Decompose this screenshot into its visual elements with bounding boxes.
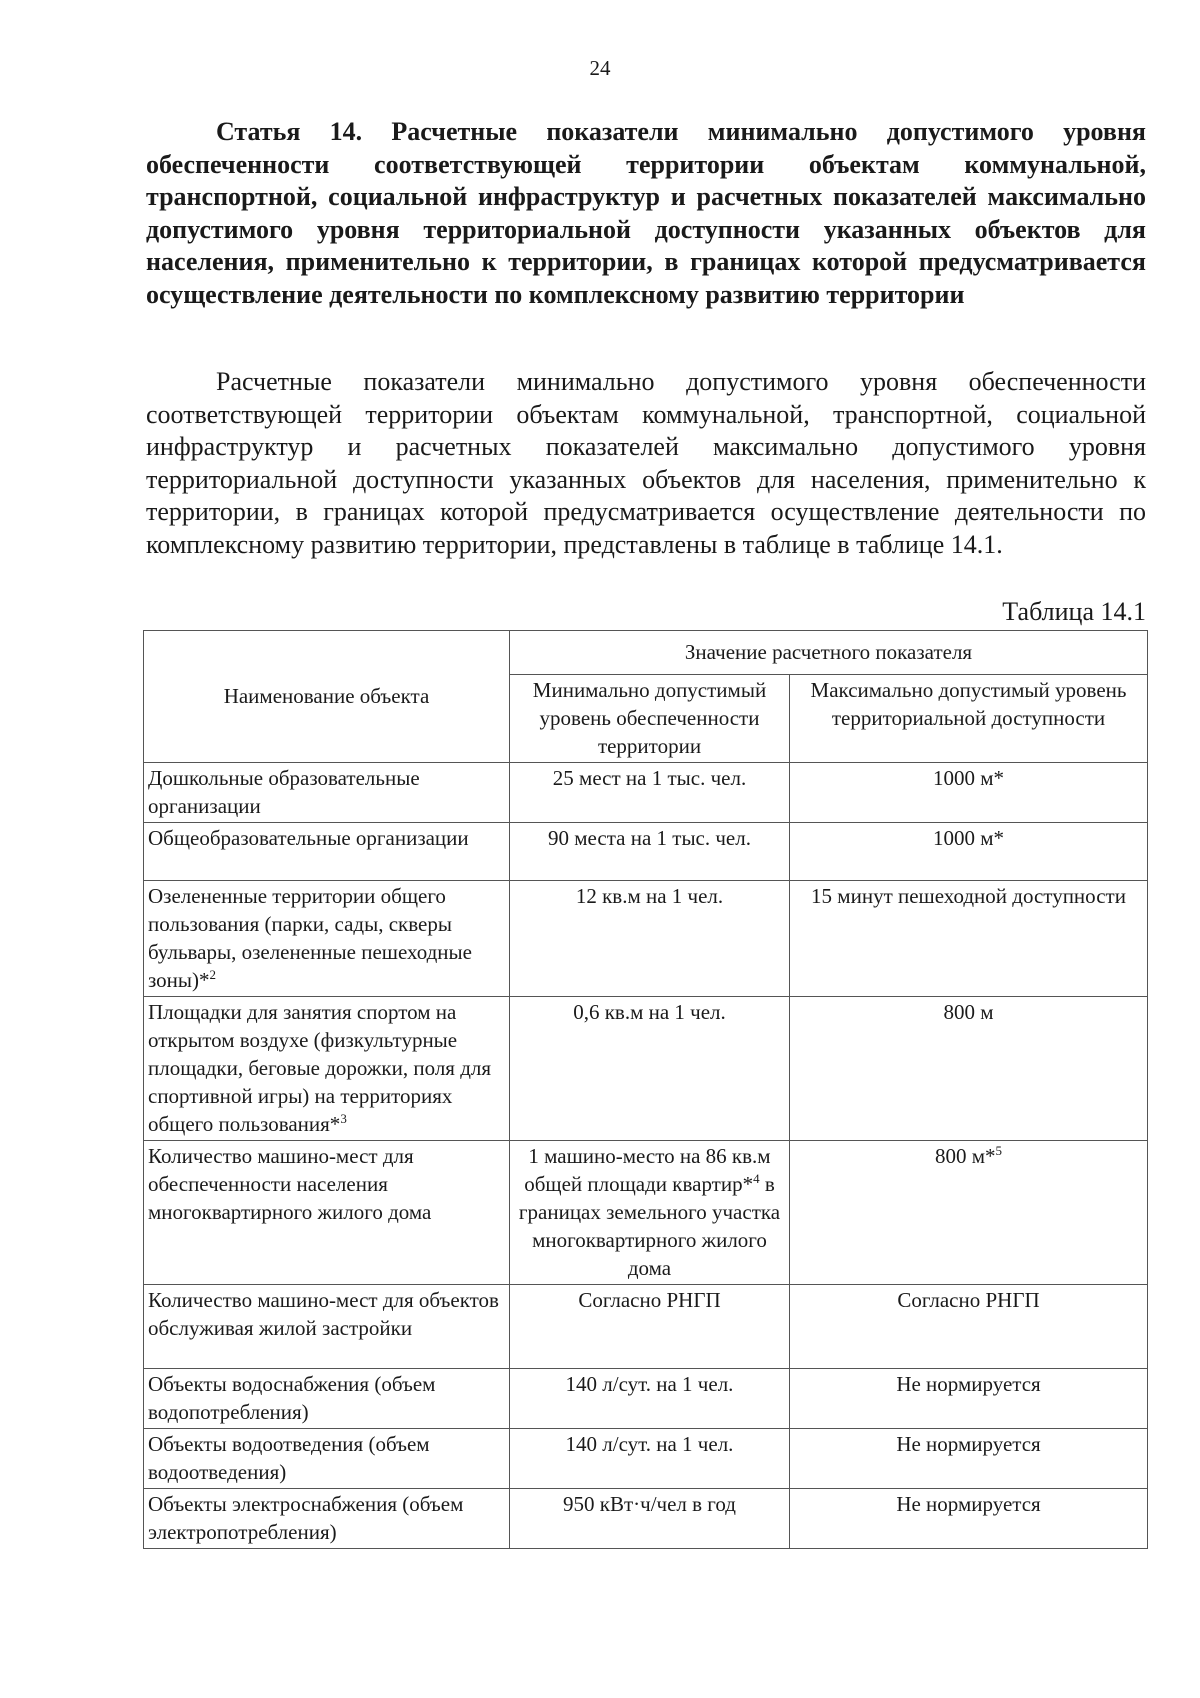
- row-max-value: [790, 1141, 1148, 1285]
- table-caption: Таблица 14.1: [1002, 597, 1146, 626]
- row-min-value: 950 кВт·ч/чел в год: [510, 1489, 790, 1549]
- row-name: Объекты электроснабжения (объем электропотребления): [144, 1489, 510, 1549]
- row-max-value: Не нормируется: [790, 1429, 1148, 1489]
- footnote-mark: 3: [340, 1111, 347, 1126]
- column-group-header: Значение расчетного показателя: [510, 631, 1148, 675]
- row-min-value: 140 л/сут. на 1 чел.: [510, 1429, 790, 1489]
- row-min-value: 90 места на 1 тыс. чел.: [510, 823, 790, 881]
- row-min-value: [510, 1141, 790, 1285]
- table-row: [144, 1369, 1148, 1429]
- row-name: Количество машино-мест для обеспеченности населения многоквартирного жилого дома: [144, 1141, 510, 1285]
- row-min-value: 0,6 кв.м на 1 чел.: [510, 997, 790, 1141]
- row-name-text: Озелененные территории общего пользования (парки, сады, скверы бульвары, озелененные пешеходные зоны)*: [148, 884, 472, 992]
- row-name: Объекты водоснабжения (объем водопотребления): [144, 1369, 510, 1429]
- page-number: 24: [589, 56, 611, 80]
- table-row: [144, 823, 1148, 881]
- row-max-value: 15 минут пешеходной доступности: [790, 881, 1148, 997]
- column-header-name: Наименование объекта: [144, 631, 510, 763]
- row-name: Дошкольные образовательные организации: [144, 763, 510, 823]
- table-row: [144, 1285, 1148, 1369]
- row-max-value: 1000 м*: [790, 823, 1148, 881]
- row-name: [144, 881, 510, 997]
- row-name-text: Площадки для занятия спортом на открытом воздухе (физкультурные площадки, беговые дорожки, поля для спортивной игры) на территориях общего пользования*: [148, 1000, 492, 1136]
- footnote-mark: 4: [753, 1171, 760, 1186]
- row-min-value: 25 мест на 1 тыс. чел.: [510, 763, 790, 823]
- column-header-min: Минимально допустимый уровень обеспеченности территории: [510, 675, 790, 763]
- indicators-table: [143, 630, 1148, 1549]
- table-row: [144, 881, 1148, 997]
- row-min-value: 140 л/сут. на 1 чел.: [510, 1369, 790, 1429]
- table-row: [144, 1141, 1148, 1285]
- row-name: Общеобразовательные организации: [144, 823, 510, 881]
- row-max-value: Согласно РНГП: [790, 1285, 1148, 1369]
- footnote-mark: 5: [995, 1143, 1003, 1158]
- body-paragraph: Расчетные показатели минимально допустимого уровня обеспеченности соответствующей территории объектам коммунальной, транспортной, социальной инфраструктур и расчетных показателей максимально допустимого уровня территориальной доступности указанных объектов для населения, применительно к территории, в границах которой предусматривается осуществление деятельности по комплексному развитию территории, представлены в таблице в таблице 14.1.: [146, 367, 1146, 559]
- row-max-value: Не нормируется: [790, 1489, 1148, 1549]
- row-name: Количество машино-мест для объектов обслуживая жилой застройки: [144, 1285, 510, 1369]
- row-name: Объекты водоотведения (объем водоотведения): [144, 1429, 510, 1489]
- table-row: [144, 1489, 1148, 1549]
- row-min-text-continued: в границах земельного участка многоквартирного жилого дома: [518, 1172, 781, 1280]
- row-max-value: 1000 м*: [790, 763, 1148, 823]
- footnote-mark: 2: [209, 967, 217, 982]
- row-min-value: 12 кв.м на 1 чел.: [510, 881, 790, 997]
- table-row: [144, 1429, 1148, 1489]
- table-row: [144, 763, 1148, 823]
- table-row: [144, 997, 1148, 1141]
- row-max-text: 800 м*: [934, 1144, 996, 1168]
- row-min-text: 1 машино-место на 86 кв.м общей площади квартир*: [524, 1144, 771, 1196]
- article-heading: Статья 14. Расчетные показатели минимально допустимого уровня обеспеченности соответствующей территории объектам коммунальной, транспортной, социальной инфраструктур и расчетных показателей максимально допустимого уровня территориальной доступности указанных объектов для населения, применительно к территории, в границах которой предусматривается осуществление деятельности по комплексному развитию территории: [146, 117, 1146, 309]
- row-max-value: Не нормируется: [790, 1369, 1148, 1429]
- row-name: [144, 997, 510, 1141]
- row-min-value: Согласно РНГП: [510, 1285, 790, 1369]
- column-header-max: Максимально допустимый уровень территориальной доступности: [790, 675, 1148, 763]
- row-max-value: 800 м: [790, 997, 1148, 1141]
